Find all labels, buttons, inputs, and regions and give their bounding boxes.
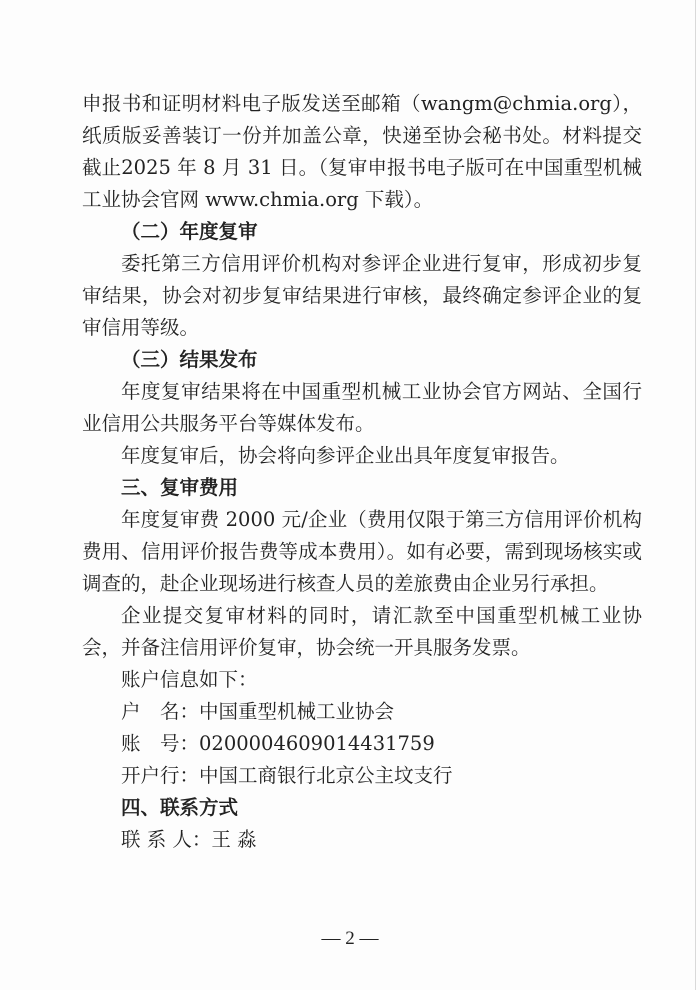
paragraph-remittance: 企业提交复审材料的同时，请汇款至中国重型机械工业协会，并备注信用评价复审，协会统一开具服务发票。 [82, 604, 642, 659]
contact-person: 联 系 人：王 淼 [121, 828, 257, 851]
account-number: 账 号：0200004609014431759 [121, 732, 435, 755]
document-body [82, 88, 642, 856]
paragraph-report: 年度复审后，协会将向参评企业出具年度复审报告。 [121, 444, 570, 467]
paragraph-release: 年度复审结果将在中国重型机械工业协会官方网站、全国行业信用公共服务平台等媒体发布。 [82, 380, 642, 435]
paragraph-account-intro: 账户信息如下： [121, 668, 258, 691]
subheading-annual-review: （二）年度复审 [121, 220, 258, 243]
paragraph-fees: 年度复审费 2000 元/企业（费用仅限于第三方信用评价机构费用、信用评价报告费等成本费用）。如有必要，需到现场核实或调查的，赴企业现场进行核查人员的差旅费由企业另行承担。 [82, 508, 642, 595]
page-edge [695, 0, 696, 990]
subheading-result-release: （三）结果发布 [121, 348, 258, 371]
account-name: 户 名：中国重型机械工业协会 [121, 700, 395, 723]
page-number: — 2 — [321, 928, 379, 949]
section-heading-contact: 四、联系方式 [121, 796, 239, 819]
paragraph-review: 委托第三方信用评价机构对参评企业进行复审，形成初步复审结果，协会对初步复审结果进行审核，最终确定参评企业的复审信用等级。 [82, 252, 642, 339]
account-bank: 开户行：中国工商银行北京公主坟支行 [121, 764, 453, 787]
paragraph-submission: 申报书和证明材料电子版发送至邮箱（wangm@chmia.org），纸质版妥善装订一份并加盖公章，快递至协会秘书处。材料提交截止2025 年 8 月 31 日。（复审申报书电子版可在中国重型机械工业协会官网 www.chmia.org 下载）。 [82, 92, 642, 211]
section-heading-fees: 三、复审费用 [121, 476, 239, 499]
